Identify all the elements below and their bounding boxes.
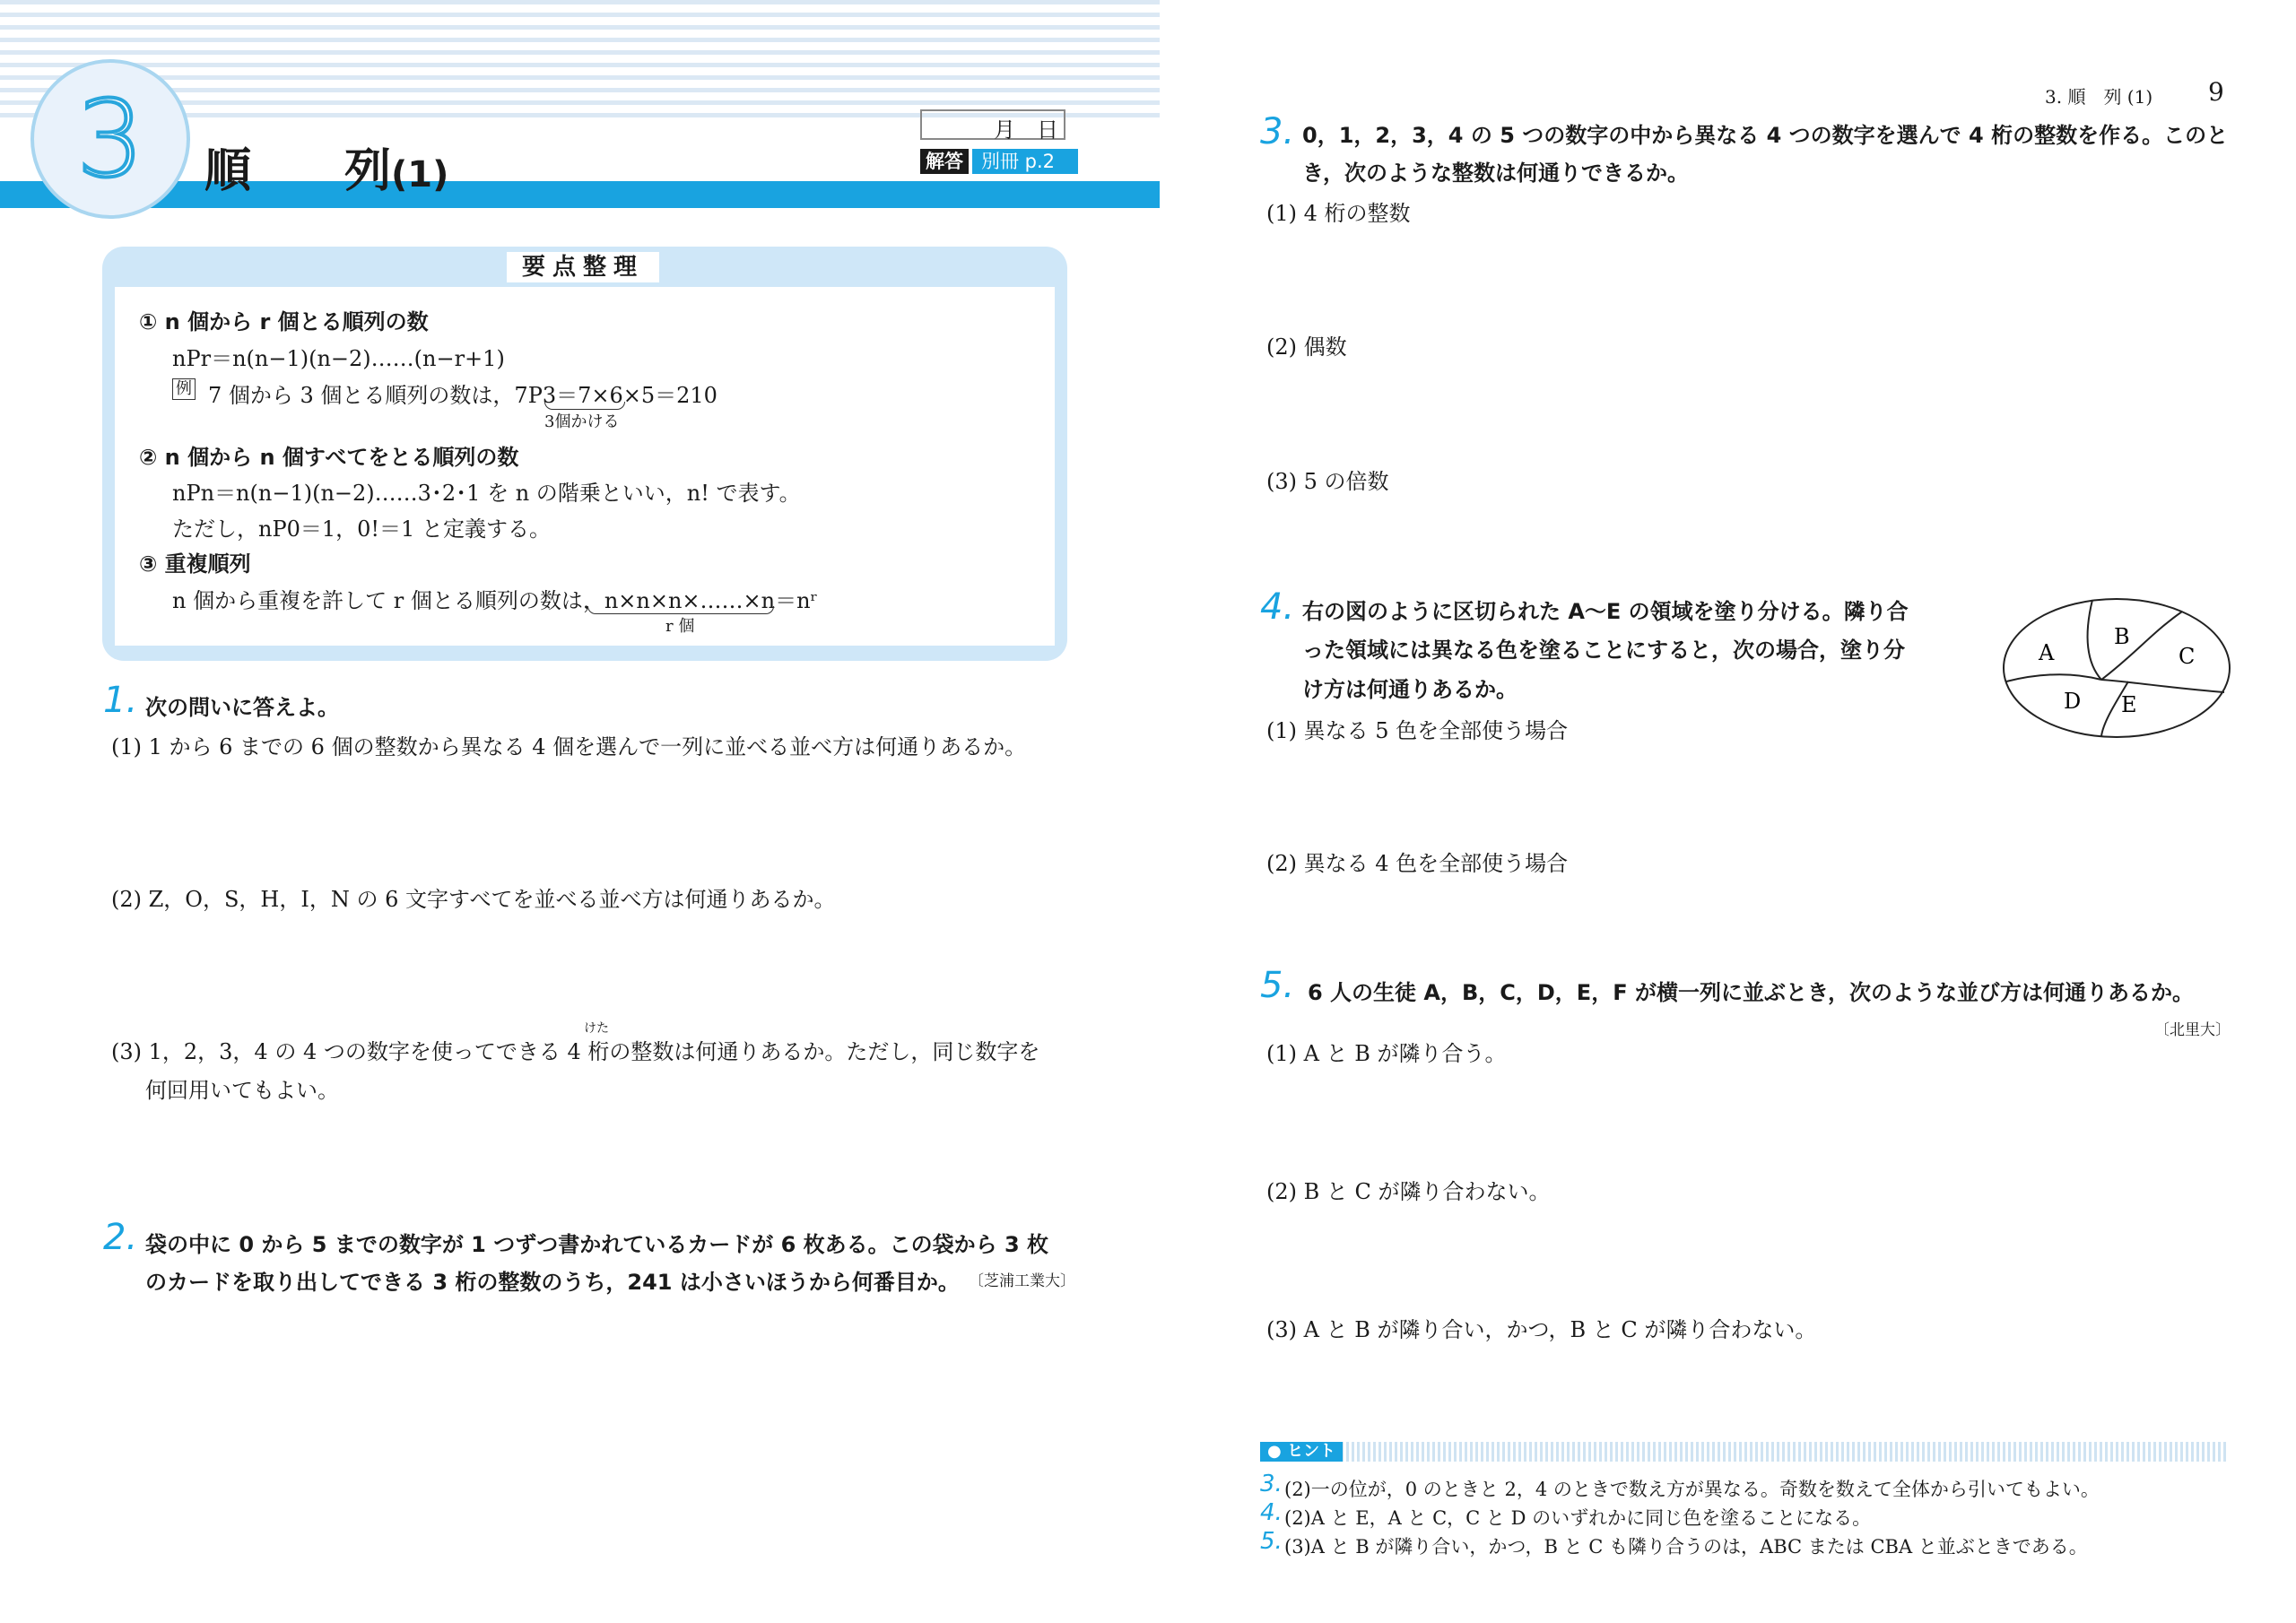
chapter-badge bbox=[30, 59, 190, 219]
hint-bar bbox=[1260, 1442, 2227, 1462]
running-header: 3. 順 列 (1) bbox=[2045, 86, 2153, 108]
summary-item-1-formula: nPr＝n(n−1)(n−2)……(n−r+1) bbox=[172, 346, 505, 371]
answer-reference bbox=[920, 149, 1078, 174]
question-1-sub-2: (2) Z，O，S，H，I，N の 6 文字すべてを並べる並べ方は何通りあるか。 bbox=[111, 887, 836, 912]
question-2-number: 2. bbox=[103, 1217, 138, 1258]
answer-label: 解答 bbox=[920, 149, 969, 174]
question-5-number: 5. bbox=[1260, 965, 1295, 1006]
question-3-line-1: 0，1，2，3，4 の 5 つの数字の中から異なる 4 つの数字を選んで 4 桁の整数を作る。このと bbox=[1302, 123, 2229, 148]
question-4-line-2: った領域には異なる色を塗ることにすると，次の場合，塗り分 bbox=[1302, 638, 1905, 663]
region-label-d: D bbox=[2064, 689, 2082, 714]
region-label-a: A bbox=[2039, 640, 2055, 665]
summary-item-1-heading: ① n 個から r 個とる順列の数 bbox=[139, 309, 429, 334]
example-tag: 例 bbox=[172, 378, 196, 400]
summary-item-2-heading: ② n 個から n 個すべてをとる順列の数 bbox=[139, 445, 519, 470]
hint-4-text: (2)A と E，A と C，C と D のいずれかに同じ色を塗ることになる。 bbox=[1284, 1507, 1872, 1529]
chapter-title: 順 列(1) bbox=[204, 144, 449, 198]
hint-3-text: (2)一の位が，0 のときと 2，4 のときで数え方が異なる。奇数を数えて全体から引いてもよい。 bbox=[1284, 1479, 2100, 1500]
question-2-source: 〔芝浦工業大〕 bbox=[969, 1272, 1075, 1290]
question-2-line-2: のカードを取り出してできる 3 桁の整数のうち，241 は小さいほうから何番目か。 bbox=[145, 1270, 960, 1295]
question-4-line-3: け方は何通りあるか。 bbox=[1302, 677, 1518, 702]
question-5-sub-1: (1) A と B が隣り合う。 bbox=[1266, 1041, 1507, 1066]
page-number: 9 bbox=[2208, 77, 2224, 107]
region-label-e: E bbox=[2121, 692, 2137, 717]
summary-item-2-line-1: nPn＝n(n−1)(n−2)……3･2･1 を n の階乗といい，n! で表す。 bbox=[172, 481, 801, 506]
hint-5-text: (3)A と B が隣り合い，かつ，B と C も隣り合うのは，ABC または CBA と並ぶときである。 bbox=[1284, 1536, 2088, 1558]
question-1-stem: 次の問いに答えよ。 bbox=[145, 695, 339, 720]
question-3-number: 3. bbox=[1260, 111, 1295, 152]
region-label-c: C bbox=[2179, 644, 2196, 669]
question-3-sub-2: (2) 偶数 bbox=[1266, 334, 1347, 360]
question-4-number: 4. bbox=[1260, 586, 1295, 628]
question-5-line-1: 6 人の生徒 A，B，C，D，E，F が横一列に並ぶとき，次のような並び方は何通りあるか。 bbox=[1308, 980, 2194, 1005]
question-3-line-2: き，次のような整数は何通りできるか。 bbox=[1302, 161, 1690, 186]
answer-page-ref: 別冊 p.2 bbox=[972, 149, 1078, 174]
chapter-title-suffix: (1) bbox=[391, 154, 449, 195]
region-diagram bbox=[1996, 592, 2238, 744]
summary-item-3-heading: ③ 重複順列 bbox=[139, 551, 251, 577]
question-5-source: 〔北里大〕 bbox=[2154, 1021, 2231, 1039]
hint-4-number: 4. bbox=[1260, 1499, 1283, 1526]
question-5-sub-3: (3) A と B が隣り合い，かつ，B と C が隣り合わない。 bbox=[1266, 1317, 1817, 1342]
question-4-sub-2: (2) 異なる 4 色を全部使う場合 bbox=[1266, 851, 1569, 876]
date-box bbox=[920, 109, 1065, 143]
date-label: 月 日 bbox=[994, 117, 1058, 143]
question-1-sub-3-line-1: (3) 1，2，3，4 の 4 つの数字を使ってできる 4 桁の整数は何通りあるか。ただし，同じ数字を bbox=[111, 1039, 1040, 1064]
summary-item-2-line-2: ただし，nP0＝1，0!＝1 と定義する。 bbox=[172, 516, 551, 542]
hint-label: ● ヒント bbox=[1260, 1442, 1343, 1462]
summary-item-1-brace-note: 3個かける bbox=[544, 412, 620, 431]
region-label-b: B bbox=[2114, 624, 2130, 649]
summary-item-1-example: 7 個から 3 個とる順列の数は，7P3＝7×6×5＝210 bbox=[208, 383, 718, 408]
hint-5-number: 5. bbox=[1260, 1528, 1283, 1555]
question-1-number: 1. bbox=[103, 680, 138, 721]
summary-item-3-brace-note: r 個 bbox=[665, 617, 695, 636]
question-3-sub-3: (3) 5 の倍数 bbox=[1266, 469, 1389, 494]
question-1-sub-3-line-2: 何回用いてもよい。 bbox=[145, 1078, 339, 1103]
question-4-sub-1: (1) 異なる 5 色を全部使う場合 bbox=[1266, 718, 1569, 743]
question-1-sub-1: (1) 1 から 6 までの 6 個の整数から異なる 4 個を選んで一列に並べる並べ方は何通りあるか。 bbox=[111, 734, 1027, 759]
question-4-line-1: 右の図のように区切られた A～E の領域を塗り分ける。隣り合 bbox=[1302, 599, 1909, 624]
hint-3-number: 3. bbox=[1260, 1471, 1283, 1497]
question-3-sub-1: (1) 4 桁の整数 bbox=[1266, 201, 1411, 226]
furigana-keta: けた bbox=[584, 1021, 609, 1036]
question-2-line-1: 袋の中に 0 から 5 までの数字が 1 つずつ書かれているカードが 6 枚ある。この袋から 3 枚 bbox=[145, 1232, 1049, 1257]
chapter-number: 3 bbox=[76, 77, 144, 201]
question-5-sub-2: (2) B と C が隣り合わない。 bbox=[1266, 1179, 1551, 1204]
summary-item-3-line: n 個から重複を許して r 個とる順列の数は，n×n×n×……×n＝nʳ bbox=[172, 588, 818, 613]
summary-heading: 要点整理 bbox=[507, 252, 659, 282]
